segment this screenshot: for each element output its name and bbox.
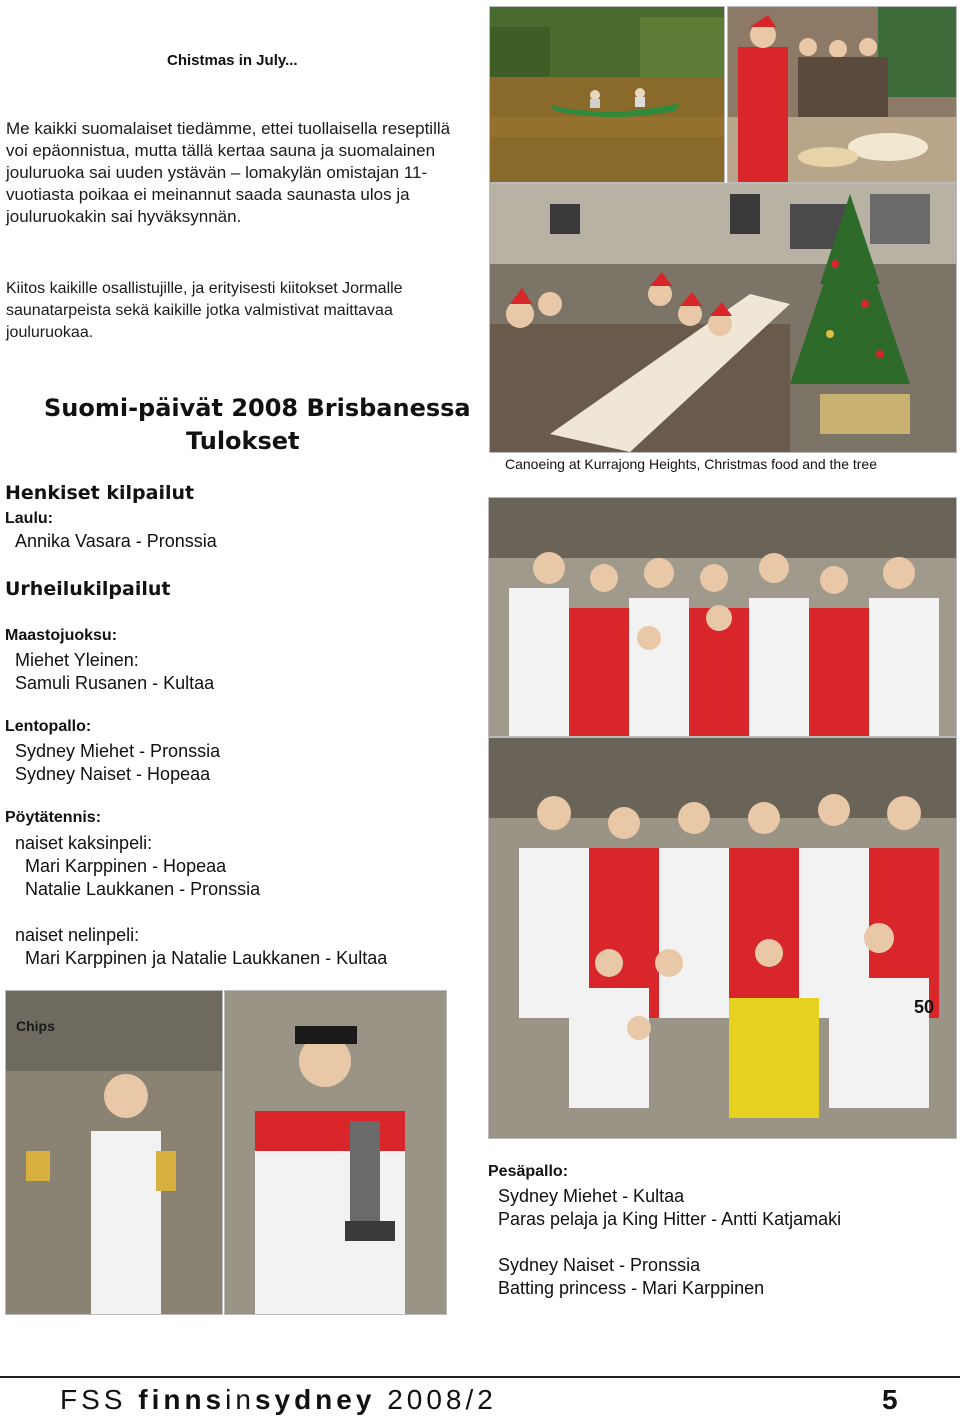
- page-number: 5: [882, 1384, 898, 1415]
- footer-brand: [60, 1384, 497, 1416]
- chips-sign: Chips: [16, 1018, 55, 1034]
- women-doubles-result: Mari Karppinen ja Natalie Laukkanen - Kultaa: [25, 948, 388, 968]
- trophy-man-photo: [5, 990, 223, 1315]
- results-title-line-1: Suomi-päivät 2008 Brisbanessa: [44, 394, 471, 422]
- volleyball-men-result: Sydney Miehet - Pronssia: [15, 741, 221, 761]
- pesapallo-best-player: Paras pelaja ja King Hitter - Antti Katjamaki: [498, 1209, 842, 1229]
- table-tennis-label: Pöytätennis:: [5, 809, 102, 826]
- volleyball-label: Lentopallo:: [5, 718, 92, 735]
- intro-paragraph-2: Kiitos kaikille osallistujille, ja erityisesti kiitokset Jormalle saunatarpeista sekä kaikille jotka valmistivat maittavaa jouluruokaa.: [6, 280, 403, 341]
- intro-paragraph-1: Me kaikki suomalaiset tiedämme, ettei tuollaisella reseptillä voi epäonnistua, mutta tällä kertaa sauna ja suomalainen jouluruoka sai uuden ystävän – lomakylän omistajan 11-vuotiasta poikaa ei meinannut saada saunasta ulos ja jouluruokakin sai hyväksynnän.: [6, 119, 451, 226]
- sports-heading: Urheilukilpailut: [5, 578, 171, 600]
- song-result: Annika Vasara - Pronssia: [15, 531, 217, 551]
- results-title-line-2: Tulokset: [186, 427, 300, 455]
- trophy-woman-photo: [224, 990, 447, 1315]
- pesapallo-men-result: Sydney Miehet - Kultaa: [498, 1186, 685, 1206]
- pesapallo-label: Pesäpallo:: [488, 1163, 569, 1180]
- footer-brand-finns: finns: [138, 1384, 226, 1415]
- women-singles-result-1: Mari Karppinen - Hopeaa: [25, 856, 227, 876]
- pesapallo-women-result: Sydney Naiset - Pronssia: [498, 1255, 701, 1275]
- cross-country-label: Maastojuoksu:: [5, 627, 118, 644]
- men-team-photo: [488, 737, 957, 1139]
- pesapallo-batting-princess: Batting princess - Mari Karppinen: [498, 1278, 765, 1298]
- women-team-photo: [488, 497, 957, 737]
- christmas-dinner-tree-photo: [489, 183, 957, 453]
- footer-brand-sydney: sydney: [254, 1384, 376, 1415]
- article-title: Chistmas in July...: [167, 52, 298, 69]
- cross-country-class: Miehet Yleinen:: [15, 650, 139, 670]
- footer-issue: 2008/2: [387, 1384, 497, 1415]
- cross-country-result: Samuli Rusanen - Kultaa: [15, 673, 215, 693]
- women-singles-label: naiset kaksinpeli:: [15, 833, 153, 853]
- footer-org: FSS: [60, 1384, 127, 1415]
- jersey-number: 50: [914, 997, 935, 1017]
- footer-rule: [0, 1376, 960, 1378]
- volleyball-women-result: Sydney Naiset - Hopeaa: [15, 764, 211, 784]
- christmas-food-photo: [727, 6, 957, 183]
- song-label: Laulu:: [5, 510, 53, 527]
- photo-caption: Canoeing at Kurrajong Heights, Christmas food and the tree: [505, 456, 877, 472]
- individual-competitions-heading: Henkiset kilpailut: [5, 482, 195, 504]
- women-singles-result-2: Natalie Laukkanen - Pronssia: [25, 879, 261, 899]
- women-doubles-label: naiset nelinpeli:: [15, 925, 140, 945]
- footer-brand-in: in: [225, 1384, 255, 1415]
- canoe-photo: [489, 6, 725, 183]
